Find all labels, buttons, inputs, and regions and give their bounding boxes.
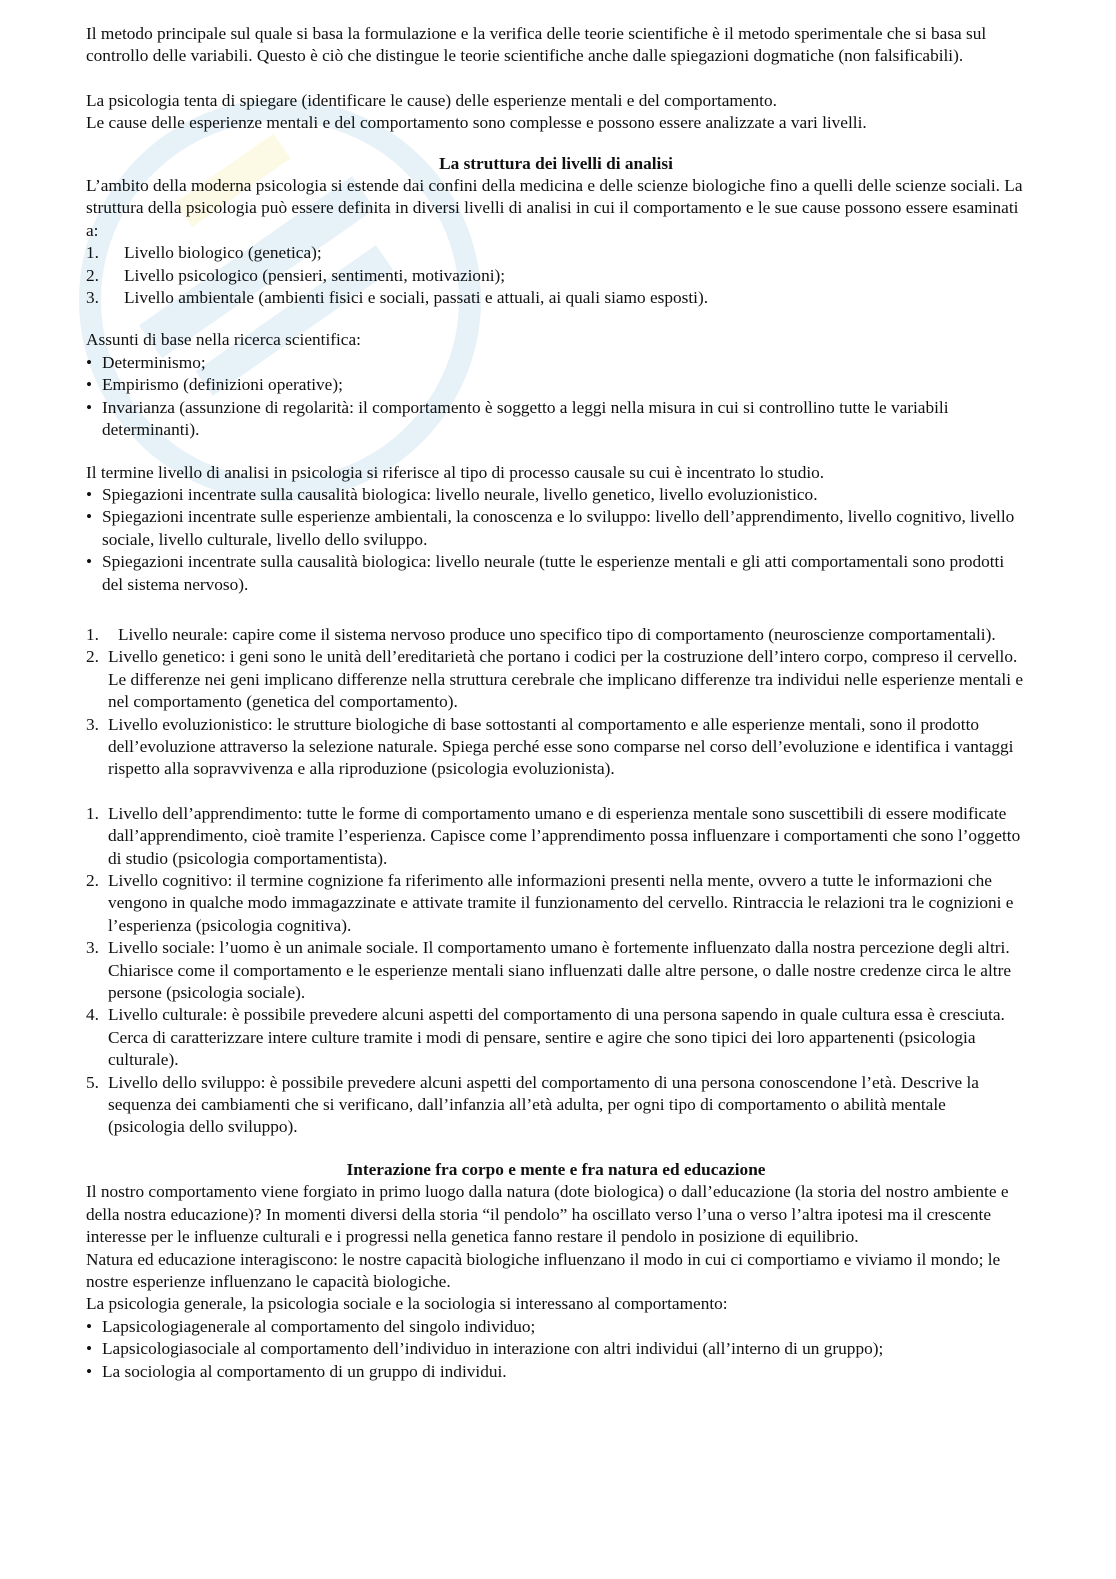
list-item: 2. Livello cognitivo: il termine cognizione fa riferimento alle informazioni presenti nella mente, ovvero a tutte le informazioni che vengono in qualche modo immagazzinate e attivate tramite il funzionamento del cervello. Rintraccia le relazioni tra le cognizioni e l’esperienza (psicologia cognitiva).	[86, 871, 1014, 935]
levels-intro: Il termine livello di analisi in psicologia si riferisce al tipo di processo causale su cui è incentrato lo studio.	[86, 462, 825, 482]
section-heading: La struttura dei livelli di analisi	[439, 153, 673, 173]
assumptions-intro: Assunti di base nella ricerca scientifica:	[86, 330, 361, 350]
list-item: • Determinismo;	[86, 352, 206, 372]
intro-paragraph: Le cause delle esperienze mentali e del comportamento sono complesse e possono essere analizzate a vari livelli.	[86, 113, 867, 133]
list-item: • Empirismo (definizioni operative);	[86, 375, 343, 395]
list-item: 3. Livello ambientale (ambienti fisici e sociali, passati e attuali, ai quali siamo esposti).	[86, 288, 709, 308]
document-page	[86, 23, 1026, 1383]
list-item: 1. Livello biologico (genetica);	[86, 243, 322, 263]
list-item: • Invarianza (assunzione di regolarità: il comportamento è soggetto a leggi nella misura in cui si controllino tutte le variabili determinanti).	[86, 397, 949, 440]
list-item: 4. Livello culturale: è possibile prevedere alcuni aspetti del comportamento di una persona sapendo in quale cultura essa è cresciuta. Cerca di caratterizzare intere culture tramite i modi di pensare, sentire e agire che sono tipici dei loro appartenenti (psicologia culturale).	[86, 1005, 1005, 1070]
section-heading: Interazione fra corpo e mente e fra natura ed educazione	[346, 1159, 766, 1179]
list-item: 1. Livello dell’apprendimento: tutte le forme di comportamento umano e di esperienza mentale sono suscettibili di essere modificate dall’apprendimento, cioè tramite l’esperienza. Capisce come l’apprendimento possa influenzare i comportamenti che sono l’oggetto di studio (psicologia comportamentista).	[86, 803, 1021, 868]
section-paragraph: La psicologia generale, la psicologia sociale e la sociologia si interessano al comportamento:	[86, 1294, 728, 1314]
list-item: • La sociologia al comportamento di un gruppo di individui.	[86, 1361, 507, 1381]
section-paragraph: L’ambito della moderna psicologia si estende dai confini della medicina e delle scienze biologiche fino a quelli delle scienze sociali. La struttura della psicologia può essere definita in diversi livelli di analisi in cui il comportamento e le sue cause possono essere esaminati a:	[86, 176, 1023, 240]
list-item: • Lapsicologiagenerale al comportamento del singolo individuo;	[86, 1316, 536, 1336]
list-item: 5. Livello dello sviluppo: è possibile prevedere alcuni aspetti del comportamento di una persona conoscendone l’età. Descrive la sequenza dei cambiamenti che si verificano, dall’infanzia all’età adulta, per ogni tipo di comportamento o abilità mentale (psicologia dello sviluppo).	[86, 1072, 979, 1137]
list-item: • Spiegazioni incentrate sulla causalità biologica: livello neurale, livello genetico, livello evoluzionistico.	[86, 484, 818, 504]
list-item: • Spiegazioni incentrate sulla causalità biologica: livello neurale (tutte le esperienze mentali e gli atti comportamentali sono prodotti del sistema nervoso).	[86, 552, 1005, 594]
section-paragraph: Il nostro comportamento viene forgiato in primo luogo dalla natura (dote biologica) o dall’educazione (la storia del nostro ambiente e della nostra educazione)? In momenti diversi della storia “il pendolo” ha oscillato verso l’una o verso l’altra ipotesi ma il crescente interesse per le influenze culturali e i progressi nella genetica fanno restare il pendolo in posizione di equilibrio.	[86, 1182, 1009, 1247]
intro-paragraph: Il metodo principale sul quale si basa la formulazione e la verifica delle teorie scientifiche è il metodo sperimentale che si basa sul controllo delle variabili. Questo è ciò che distingue le teorie scientifiche anche dalle spiegazioni dogmatiche (non falsificabili).	[86, 24, 987, 66]
section-paragraph: Natura ed educazione interagiscono: le nostre capacità biologiche influenzano il modo in cui ci comportiamo e viviamo il mondo; le nostre esperienze influenzano le capacità biologiche.	[86, 1249, 1001, 1291]
list-item: 3. Livello evoluzionistico: le strutture biologiche di base sottostanti al comportamento e alle esperienze mentali, sono il prodotto dell’evoluzione attraverso la selezione naturale. Spiega perché esse sono comparse nel corso dell’evoluzione e identifica i vantaggi rispetto alla sopravvivenza e alla riproduzione (psicologia evoluzionista).	[86, 714, 1014, 779]
list-item: 3. Livello sociale: l’uomo è un animale sociale. Il comportamento umano è fortemente influenzato dalla nostra percezione degli altri. Chiarisce come il comportamento e le esperienze mentali siano influenzati dalle altre persone, o dalle nostre credenze circa le altre persone (psicologia sociale).	[86, 938, 1012, 1003]
list-item: 2. Livello psicologico (pensieri, sentimenti, motivazioni);	[86, 265, 506, 285]
list-item: • Lapsicologiasociale al comportamento dell’individuo in interazione con altri individui (all’interno di un gruppo);	[86, 1339, 884, 1359]
list-item: 2. Livello genetico: i geni sono le unità dell’ereditarietà che portano i codici per la costruzione dell’intero corpo, compreso il cervello. Le differenze nei geni implicano differenze nella struttura cerebrale che implicano differenze tra individui nelle esperienze mentali e nel comportamento (genetica del comportamento).	[86, 647, 1023, 712]
list-item: • Spiegazioni incentrate sulle esperienze ambientali, la conoscenza e lo sviluppo: livello dell’apprendimento, livello cognitivo, livello sociale, livello culturale, livello dello sviluppo.	[86, 507, 1015, 549]
intro-paragraph: La psicologia tenta di spiegare (identificare le cause) delle esperienze mentali e del comportamento.	[86, 90, 777, 110]
list-item: 1. Livello neurale: capire come il sistema nervoso produce uno specifico tipo di comportamento (neuroscienze comportamentali).	[86, 624, 996, 644]
